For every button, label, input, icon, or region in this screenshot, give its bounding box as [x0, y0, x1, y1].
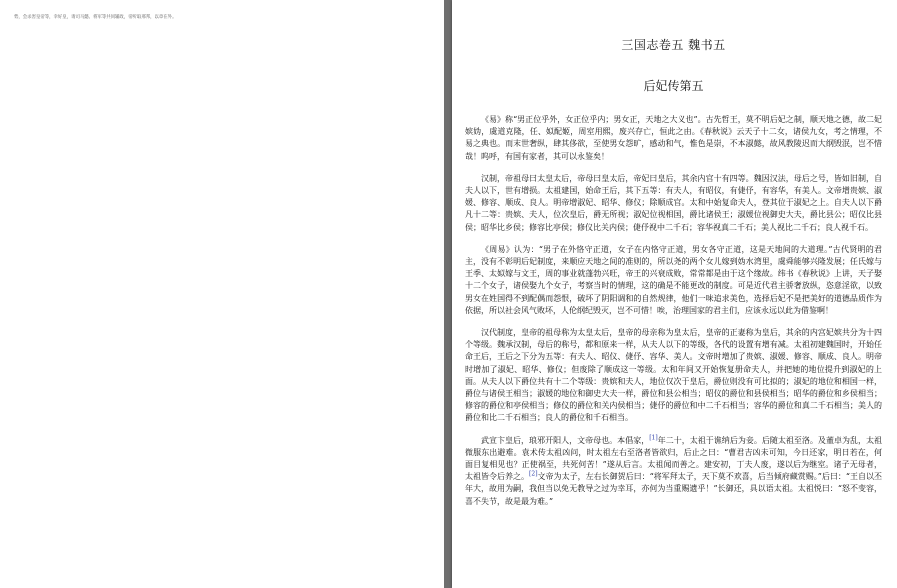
left-page — [0, 0, 444, 588]
paragraph-text: 文帝为太子，左右长御贺后曰：“将军拜太子，天下莫不欢喜，后当倾府藏赏赐。”后曰：“王自以丕年大，故用为嗣，我但当以免无教导之过为幸耳，亦何为当重赐遗乎！”长御还，具以语太祖。太祖悦曰：“怒不变容，喜不失节，故是最为难。” — [465, 472, 882, 506]
volume-title: 三国志卷五 魏书五 — [621, 38, 726, 52]
right-page-text — [465, 36, 882, 588]
right-paragraph: 汉代制度，皇帝的祖母称为太皇太后，皇帝的母亲称为皇太后，皇帝的正妻称为皇后，其余的内宫妃嫔共分为十四个等级。魏承汉制，母后的称号，都和原来一样，从夫人以下的等级，各代的设置有增有减。太祖初建魏国时，开始任命王后，王后之下分为五等：有夫人、昭仪、倢伃、容华、美人。文帝时增加了贵嫔、淑媛、修容、顺成、良人。明帝时增加了淑妃、昭华、修仪；但废除了顺成这一等级。太和年间又开始恢复册命夫人，并把她的地位提升到淑妃的上面。从夫人以下爵位共有十二个等级：贵嫔和夫人，地位仅次于皇后，爵位则没有可比拟的；淑妃的地位和相国一样，爵位与诸侯王相当；淑媛的地位和御史大夫一样，爵位和县公相当；昭仪的爵位和县侯相当；昭华的爵位和乡侯相当；修容的爵位和亭侯相当；修仪的爵位和关内侯相当；倢伃的爵位和中二千石相当；容华的爵位和真二千石相当；美人的爵位和比二千石相当；良人的爵位和千石相当。 — [465, 328, 882, 423]
right-paragraph: 《周易》认为：“男子在外恪守正道，女子在内恪守正道，男女各守正道，这是天地间的大道理。”古代贤明的君主，没有不彰明后妃制度，来顺应天地之间的准则的，所以尧的两个女儿嫁到妫水湾里，虞舜能够兴隆发展；任氏嫁与王季、太姒嫁与文王，周的事业就蓬勃兴旺，帝王的兴衰成败，常常都是由于这个缘故。纬书《春秋说》上讲，天子娶十二个女子，诸侯娶九个女子，考察当时的情理，这的确是不能更改的制度。可是近代君主骄奢放纵，恣意淫欲，以致男女在姓国得不到配偶而怨恨，破坏了阴阳调和的自然规律，他们一味追求美色，选择后妃不是把美好的道德品质作为依据，所以社会风气败坏，人伦纲纪毁灭，岂不可惜！唉，治理国家的君主们，应该永远以此为借鉴啊！ — [465, 244, 882, 315]
left-filler-paragraph — [14, 24, 430, 31]
paragraph-text: 武宣卞皇后，琅邪开阳人，文帝母也。本倡家， — [481, 435, 650, 445]
page-gap — [444, 0, 452, 588]
right-paragraph — [465, 435, 882, 508]
right-paragraph: 汉制，帝祖母曰太皇太后，帝母曰皇太后，帝妃曰皇后，其余内官十有四等。魏因汉法，母后之号，皆如旧制，自夫人以下，世有增损。太祖建国，始命王后，其下五等：有夫人，有昭仪，有倢伃，有容华，有美人。文帝增贵嫔、淑媛、修容、顺成、良人。明帝增淑妃、昭华、修仪；除顺成官。太和中始复命夫人，登其位于淑妃之上。自夫人以下爵凡十二等：贵嫔、夫人，位次皇后，爵无所视；淑妃位视相国，爵比诸侯王；淑媛位视御史大夫，爵比县公；昭仪比县侯；昭华比乡侯；修容比亭侯；修仪比关内侯；倢伃视中二千石；容华视真二千石；美人视比二千石；良人视千石。 — [465, 173, 882, 232]
footnote-link-2[interactable]: [2] — [529, 470, 538, 478]
right-page — [452, 0, 897, 588]
left-paragraph: 势，会杀害皇帝等，幸好皇，请司马懿、将军等共同辅政，帝听取邢邦，以章在外。 — [14, 15, 177, 20]
footnote-link-1[interactable]: [1] — [649, 434, 658, 442]
paragraph-text: 年二十，太祖于谯纳后为妾。后随太祖至洛。及董卓为乱，太祖微服东出避难。袁术传太祖凶问，时太祖左右至洛者皆欲归，后止之曰：“曹君吉凶未可知，今日还家，明日若在，何面目复相见也？正使祸至，共死何苦！”遂从后言。太祖闻而善之。建安初，丁夫人废，遂以后为继室。诸子无母者，太祖皆令后养之。 — [465, 435, 882, 482]
chapter-title: 后妃传第五 — [643, 79, 704, 93]
left-page-text — [14, 14, 430, 586]
right-paragraph: 《易》称“男正位乎外，女正位乎内；男女正，天地之大义也”。古先哲王，莫不明后妃之制，顺天地之德，故二妃嫔妫，虞道克隆，任、姒配姬，周室用熙，废兴存亡，恒此之由。《春秋说》云天子十二女，诸侯九女，考之情理，不易之典也。而末世奢纵，肆其侈欲，至使男女怨旷，感动和气，惟色是崇，不本淑懿，故风教陵迟而大纲毁泯，岂不惜哉！呜呼，有国有家者，其可以永鉴矣！ — [465, 115, 882, 161]
